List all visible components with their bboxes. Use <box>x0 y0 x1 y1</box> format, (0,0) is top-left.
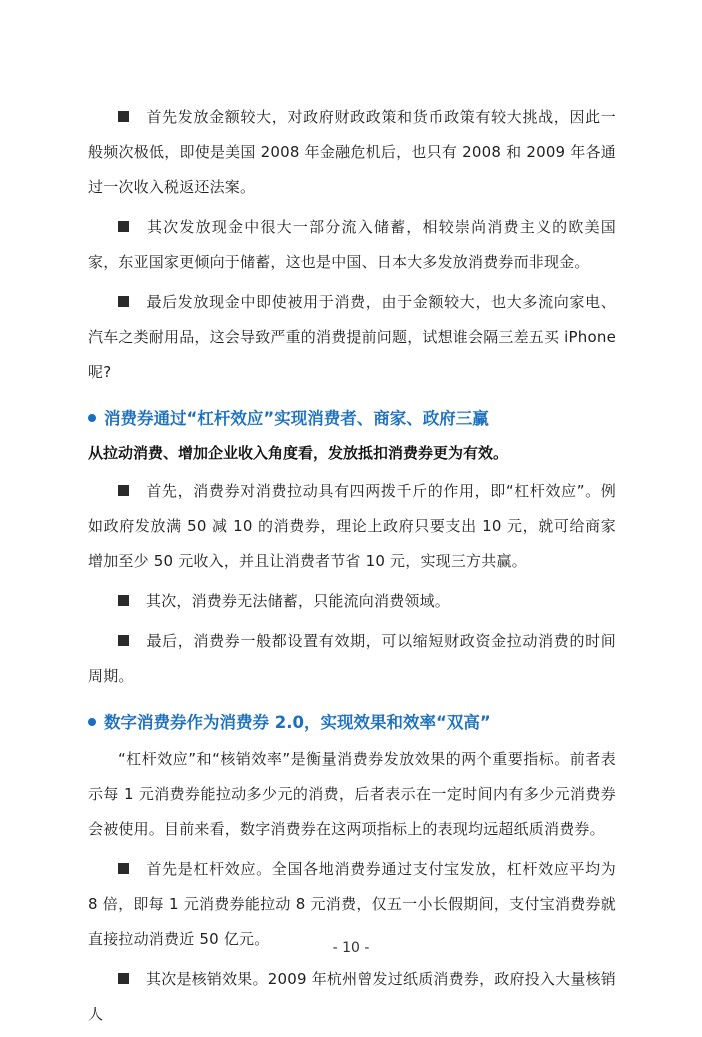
paragraph-text: 其次发放现金中很大一部分流入储蓄，相较崇尚消费主义的欧美国家，东亚国家更倾向于储蓄，这也是中国、日本大多发放消费券而非现金。 <box>88 218 616 271</box>
page-number: - 10 - <box>332 940 370 956</box>
bullet-paragraph-1 <box>88 100 616 205</box>
bullet-paragraph-6 <box>88 624 616 694</box>
bullet-dot-icon <box>88 414 96 422</box>
square-bullet-icon <box>118 863 129 874</box>
bullet-paragraph-2 <box>88 210 616 280</box>
paragraph-text: 最后发放现金中即使被用于消费，由于金额较大，也大多流向家电、汽车之类耐用品，这会导致严重的消费提前问题，试想谁会隔三差五买 iPhone 呢? <box>88 293 617 381</box>
bullet-paragraph-9 <box>88 962 616 1032</box>
heading-text: 消费券通过“杠杆效应”实现消费者、商家、政府三赢 <box>104 409 489 428</box>
square-bullet-icon <box>118 635 129 646</box>
heading-text: 数字消费券作为消费券 2.0，实现效果和效率“双高” <box>104 713 491 732</box>
paragraph-text: 首先发放金额较大，对政府财政政策和货币政策有较大挑战，因此一般频次极低，即使是美国 2008 年金融危机后，也只有 2008 和 2009 年各通过一次收入税返还法案。 <box>88 108 616 196</box>
section-subheading-1: 从拉动消费、增加企业收入角度看，发放抵扣消费券更为有效。 <box>88 444 509 462</box>
square-bullet-icon <box>118 296 129 307</box>
paragraph-text: 最后，消费券一般都设置有效期，可以缩短财政资金拉动消费的时间周期。 <box>88 632 616 685</box>
section-heading-2 <box>88 708 616 738</box>
body-paragraph-7: “杠杆效应”和“核销效率”是衡量消费券发放效果的两个重要指标。前者表示每 1 元消费券能拉动多少元的消费，后者表示在一定时间内有多少元消费券会被使用。目前来看，数字消费券在这两项指标上的表现均远超纸质消费券。 <box>88 750 616 838</box>
bullet-paragraph-3 <box>88 285 616 390</box>
bullet-paragraph-4 <box>88 474 616 579</box>
bullet-paragraph-5 <box>88 584 616 619</box>
paragraph-text: 首先，消费券对消费拉动具有四两拨千斤的作用，即“杠杆效应”。例如政府发放满 50 减 10 的消费券，理论上政府只要支出 10 元，就可给商家增加至少 50 元收入，并且让消费者节省 10 元，实现三方共赢。 <box>88 482 616 570</box>
square-bullet-icon <box>118 595 129 606</box>
bullet-dot-icon <box>88 718 96 726</box>
paragraph-text: 其次是核销效果。2009 年杭州曾发过纸质消费券，政府投入大量核销人 <box>88 970 616 1023</box>
paragraph-text: 首先是杠杆效应。全国各地消费券通过支付宝发放，杠杆效应平均为 8 倍，即每 1 元消费券能拉动 8 元消费，仅五一小长假期间，支付宝消费券就直接拉动消费近 50 亿元。 <box>88 860 616 948</box>
section-heading-1 <box>88 404 616 434</box>
document-body <box>88 100 616 1037</box>
paragraph-text: 其次，消费券无法储蓄，只能流向消费领域。 <box>146 592 451 610</box>
square-bullet-icon <box>118 485 129 496</box>
square-bullet-icon <box>118 973 129 984</box>
square-bullet-icon <box>118 221 129 232</box>
square-bullet-icon <box>118 111 129 122</box>
